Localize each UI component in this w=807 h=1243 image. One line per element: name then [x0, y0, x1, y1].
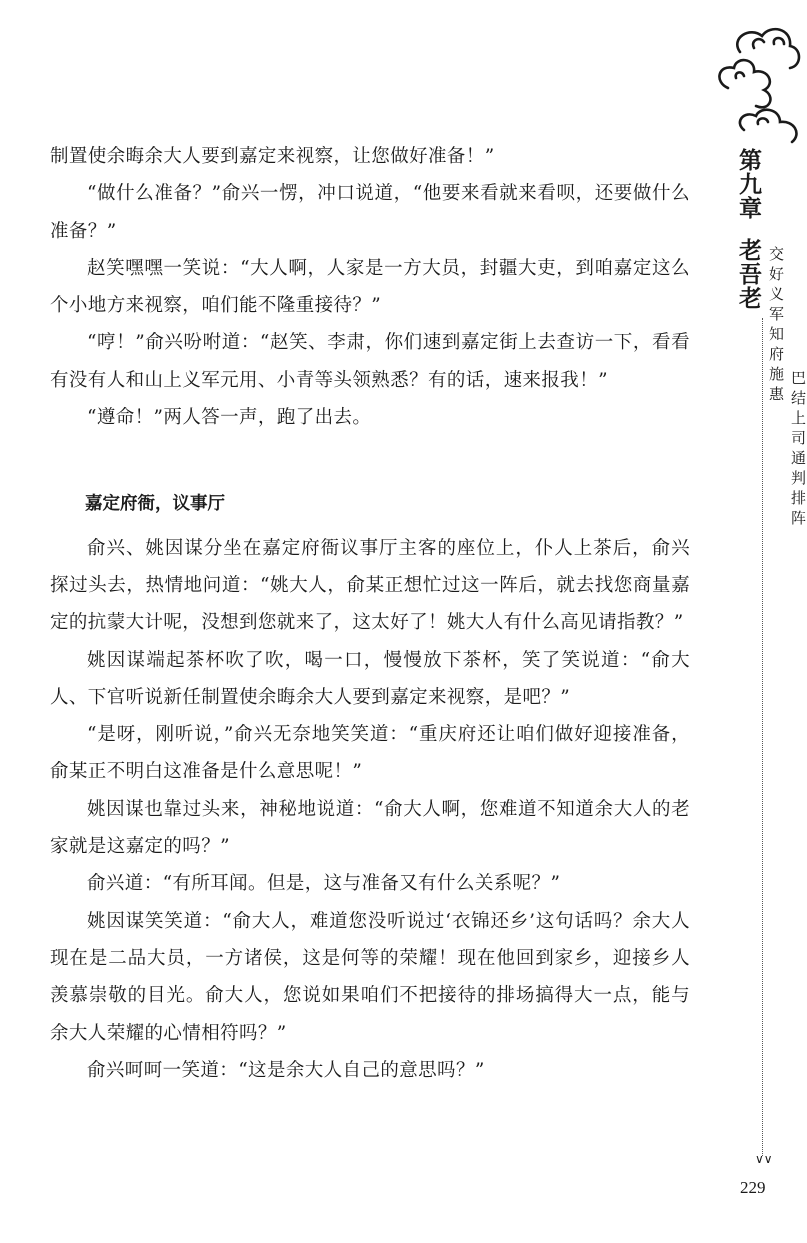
page-number: 229: [740, 1178, 766, 1197]
paragraph: 俞兴道：“有所耳闻。但是，这与准备又有什么关系呢？”: [87, 873, 561, 895]
dotted-divider: [762, 318, 763, 1156]
body-text: [50, 138, 690, 1089]
auspicious-cloud-icon: [710, 18, 802, 148]
chapter-title: 老吾老: [735, 238, 761, 310]
paragraph: 姚因谋也靠过头来，神秘地说道：“俞大人啊，您难道不知道余大人的老家就是这嘉定的吗？”: [50, 798, 690, 858]
running-header: [718, 0, 807, 1243]
paragraph: 俞兴呵呵一笑道：“这是余大人自己的意思吗？”: [87, 1059, 485, 1081]
paragraph: “做什么准备？”俞兴一愣，冲口说道，“他要来看就来看呗，还要做什么准备？”: [50, 183, 690, 242]
chapter-subtitle-1: 交好义军知府施惠: [767, 246, 785, 406]
paragraph: 俞兴、姚因谋分坐在嘉定府衙议事厅主客的座位上，仆人上茶后，俞兴探过头去，热情地问道：“姚大人，俞某正想忙过这一阵后，就去找您商量嘉定的抗蒙大计呢，没想到您就来了，这太好了！姚大人有什么高见请指教？”: [50, 537, 690, 634]
paragraph: “是呀，刚听说，”俞兴无奈地笑笑道：“重庆府还让咱们做好迎接准备，俞某正不明白这准备是什么意思呢！”: [50, 724, 690, 783]
paragraph: 赵笑嘿嘿一笑说：“大人啊，人家是一方大员，封疆大吏，到咱嘉定这么个小地方来视察，咱们能不隆重接待？”: [50, 257, 690, 317]
paragraph: “遵命！”两人答一声，跑了出去。: [87, 407, 372, 429]
paragraph: 制置使余晦余大人要到嘉定来视察，让您做好准备！”: [50, 146, 495, 167]
paragraph: 姚因谋端起茶杯吹了吹，喝一口，慢慢放下茶杯，笑了笑说道：“俞大人、下官听说新任制置使余晦余大人要到嘉定来视察，是吧？”: [50, 649, 690, 708]
chevron-down-icon: ∨∨: [755, 1152, 773, 1166]
section-title: 嘉定府衙，议事厅: [85, 494, 225, 515]
paragraph: “哼！”俞兴吩咐道：“赵笑、李肃，你们速到嘉定街上去查访一下，看看有没有人和山上义军元用、小青等头领熟悉？有的话，速来报我！”: [50, 332, 690, 391]
chapter-label: 第九章: [735, 148, 761, 220]
chapter-subtitle-2: 巴结上司通判排阵: [789, 370, 807, 530]
paragraph: 姚因谋笑笑道：“俞大人，难道您没听说过‘衣锦还乡’这句话吗？余大人现在是二品大员，一方诸侯，这是何等的荣耀！现在他回到家乡，迎接乡人羡慕崇敬的目光。俞大人，您说如果咱们不把接待的排场搞得大一点，能与余大人荣耀的心情相符吗？”: [50, 910, 690, 1044]
